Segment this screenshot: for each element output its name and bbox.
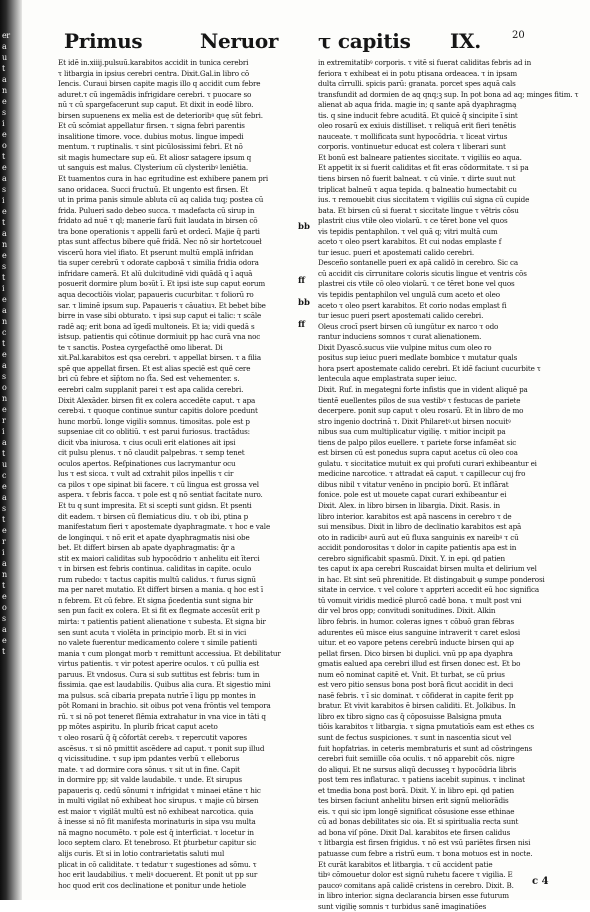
- text-line: ius. τ remouebit cius siccitatem τ vigiliis cuī signa cū cupide: [318, 195, 530, 205]
- text-line: ma per naret mutatio. Et differt birsen a mania. q hoc est ī: [58, 585, 264, 595]
- text-line: a: [2, 174, 7, 183]
- text-line: manifestatum fieri τ apostemate dyaphragmate. τ hoc e vale: [58, 522, 271, 532]
- text-line: tur iesuc. pueri et apostemati calido cerebri.: [318, 247, 475, 257]
- text-line: e: [2, 526, 7, 535]
- text-line: aspera. τ febris facca. τ pole est q nō sentiat facitate nuro.: [58, 490, 263, 500]
- margin-notes: [298, 58, 316, 458]
- text-line: Dixit. Ruf. in megategni forte infistis que in vident aliquē pa: [318, 384, 528, 394]
- text-line: e: [2, 592, 7, 601]
- text-line: τ litbargia in ipsius cerebri centra. Dixit.Gal.in libro cō: [58, 68, 250, 78]
- text-line: i: [2, 119, 5, 128]
- text-line: dir vel bros opp; convitudi sonitudines. Dixit. Alkin: [318, 606, 496, 616]
- text-line: oto in radicibꝰ aurū aut eū fluxa sanguinis ex nareibꝰ τ cū: [318, 532, 519, 542]
- text-line: dit eadem. τ birsen cū flemiaticus diu. τ ob ibi, ptina p: [58, 511, 249, 521]
- text-line: gmatis ealued apa cerebri illud est firsen donec est. Et bo: [318, 659, 521, 669]
- text-line: t: [2, 647, 5, 656]
- text-line: lus τ est sicca. τ vult ad cxtrahit pilos inpellis τ cir: [58, 469, 234, 479]
- margin-note-bb: bb: [298, 298, 310, 308]
- text-line: accidit pondorositas τ dolor in capite patientis apa est in: [318, 543, 517, 553]
- text-line: n febrem. Et cū febre. Et signa p̄cedentia sunt signa bir: [58, 595, 253, 605]
- text-line: a: [2, 438, 7, 447]
- text-line: s: [2, 185, 6, 194]
- text-line: hoc quod erit cos declinatione et ponitur unde hetiole: [58, 880, 247, 890]
- text-line: post tem res inflaturac. τ patiens iacebit supinus. τ inclinat: [318, 775, 525, 785]
- text-line: positus sup ieiuc pueri medlate bombice τ mutatur quals: [318, 353, 518, 363]
- text-line: vis tepidis pentaphilon. τ vel quā q; vitri multā cum: [318, 226, 498, 236]
- text-line: tiōis karabitos τ litbargia. τ signa pmutatioīs eam est ethes cs: [318, 722, 534, 732]
- text-line: no valete fuerentur medicamento colere τ simile patienti: [58, 638, 257, 648]
- text-line: sunt de fectus suspiciones. τ sunt in nascentia sicut vel: [318, 733, 512, 742]
- text-line: dicit vba iniurosa. τ cius oculi erit elationes ait ipsi: [58, 437, 236, 447]
- text-line: transfundit ad dormien de aq qnq;ꝫ sup. In pot bona ad aq; minges fitim. τ: [318, 89, 579, 99]
- text-line: Iencis. Curaui birsen capite magis illo q accidit cum febre: [58, 79, 261, 89]
- text-line: oculos apertos. Reſpinationes cus lacrymantur ocu: [58, 458, 236, 468]
- text-line: vis tepidis pentaphilon vel ungulā cum aceto et oleo: [318, 290, 500, 300]
- text-line: t: [2, 64, 5, 73]
- header-capitis: τ capitis: [318, 29, 411, 53]
- text-line: a: [2, 493, 7, 502]
- text-line: nā magno nocumēto. τ pole est q̄ interficiat. τ locetur in: [58, 827, 254, 837]
- text-line: sunt vigilię somnis τ turbidus sanē imaginatiōes: [318, 901, 487, 911]
- text-line: e: [2, 97, 7, 106]
- text-line: tis. q sine inducit febre acuditā. Et quicē q̄ sincipite ī sint: [318, 110, 518, 120]
- text-line: spẽ que appellat firsen. Et est alias speciē est quē cere: [58, 363, 251, 373]
- gutter-shadow: [0, 0, 22, 900]
- text-line: er: [2, 31, 10, 40]
- text-line: rantur induciens somnos τ curat alienationem.: [318, 332, 482, 342]
- text-line: sui mensibus. Dixit in libro de declinatio karabitos est apā: [318, 522, 522, 532]
- text-line: tes caput ix apa cerebri Ruscaidat birsen multa et delirium vel: [318, 564, 537, 574]
- text-line: τ in birsen est febris continua. caliditas in capite. oculo: [58, 564, 252, 574]
- text-line: ut in prima panis simule abluta cū aq calida tuq; postea cū: [58, 195, 264, 205]
- text-line: Dixit Alexāder. birsen fit ex colera accedēte caput. τ apa: [58, 395, 256, 405]
- text-line: aceto τ oleo psert karabitos. Et cui nodas emplaste f: [318, 237, 502, 247]
- text-line: Desceño sontanelle pueri ex apā calidō in cerebro. Sic ca: [318, 258, 519, 268]
- text-line: aceto τ oleo psert karabitos. Et corio nodas emplast fi: [318, 300, 507, 310]
- header-primus: Primus: [64, 29, 143, 53]
- text-line: uitur. et eo vapore petens cerebrū inducte birsen qui ap: [318, 638, 514, 648]
- text-line: sitate in cervice. τ vel colore τ apprteri accedit eū hoc significa: [318, 585, 540, 595]
- text-line: s: [2, 504, 6, 513]
- text-line: t: [2, 152, 5, 161]
- text-line: hoc erit laudabilius. τ meliꝰ docuerent. Et ponit ut pp sur: [58, 870, 258, 880]
- text-line: adurentes eū misce eius sanguine intraverit τ caret eslosi: [318, 627, 520, 637]
- signature-mark: c 4: [532, 876, 549, 887]
- text-line: cerebri fuit semiille cōa oculis. τ nō apparebit cōs. nigre: [318, 754, 515, 764]
- text-line: aqua decoctiōis violar, papaueris cucurbitar. τ foliorū ro: [58, 290, 254, 300]
- text-line: alienat ab aqua frida. magie in; q sante apā dyaphragmą: [318, 100, 517, 110]
- text-line: libro interior. karabitos est apā nascens in cerebro τ de: [318, 511, 512, 521]
- text-line: τ litbargia est firsen frigidus. τ nō est vsū pariētes firsen nisi: [318, 838, 531, 848]
- margin-note-ff: ff: [298, 276, 305, 286]
- text-line: u: [2, 53, 7, 62]
- folio-number: 20: [512, 30, 525, 41]
- text-line: s: [2, 262, 6, 271]
- right-text-column: [318, 58, 579, 911]
- text-line: cerebro significabit spasmū. Dixit. Y. in epi. qd patien: [318, 553, 505, 563]
- text-line: aduret.τ cū ingemādis infrigidare cerebri. τ puocare so: [58, 89, 252, 99]
- text-line: lentecula aque emplastrata super ieiuc.: [318, 374, 457, 384]
- text-line: triplicat balneū τ aqua tepida. q balneatio humectabit cu: [318, 184, 517, 194]
- text-line: feriora τ exhibeat ei in potu ptisana ordeacea. τ in ipsam: [318, 68, 518, 78]
- text-line: gulatu. τ siccitatice mutuit ex qui profuti curari exhibeantur ei: [318, 458, 537, 468]
- text-line: c: [2, 471, 6, 480]
- text-line: est birsen cū est ponedus supra caput acetus cū oleo coa: [318, 448, 518, 458]
- text-line: bri cū febre et sīp̄tom no ſt̄a. Sed est vehementer. s.: [58, 374, 240, 384]
- text-line: tiens birsen nō fuerit balneat. τ cū vinīe. τ dirte suut nut: [318, 174, 516, 184]
- text-line: bratur. Et vivit karabitos ē birsen caliditi. Et. Jolkibus. In: [318, 701, 516, 711]
- text-line: nibus sua cum multiplicatur vigilię. τ mitior incipit pa: [318, 427, 506, 437]
- text-line: eerebri calm supplanit parei τ est apa calida cerebri.: [58, 384, 244, 394]
- margin-note-bb: bb: [298, 222, 310, 232]
- text-line: in dormire pp; sit valde laudabile. τ unde. Et sirupus: [58, 775, 242, 785]
- text-line: medicine narcotice. τ attradat eā caput. τ capillecur cuj fro: [318, 469, 526, 479]
- text-line: fridato ad nuē τ ql; manerie farū fuit laudata in birsen cō: [58, 216, 258, 226]
- text-line: et tmedia bona post borā. Dixit. Y. in libro epi. qd patien: [318, 785, 515, 795]
- text-line: est vero pitio sensus bona post borā ficut accidit in deci: [318, 680, 514, 690]
- text-line: ascēsus. τ si nō pmittit ascēdere ad caput. τ ponit sup illud: [58, 743, 265, 753]
- text-line: u: [2, 460, 7, 469]
- text-line: paruus. Et vndosus. Cura si sub suttitus est febris: tum in: [58, 669, 260, 679]
- text-line: in multi vigilat nō exhibeat hoc sirupus. τ majie cū birsen: [58, 796, 259, 806]
- text-line: e: [2, 163, 7, 172]
- text-line: n: [2, 394, 7, 403]
- text-line: a: [2, 229, 7, 238]
- text-line: paucoꝰ comitans apā calidē cristens in cerebro. Dixit. B.: [318, 880, 514, 890]
- text-line: supseniae cit co oblitiū. τ est parui furiosus. tractādus:: [58, 427, 250, 437]
- text-line: t: [2, 515, 5, 524]
- text-line: ut sanguis est malus. Clysterium cū clysteribꝰ leniētia.: [58, 163, 249, 173]
- adjacent-page-text: [2, 30, 20, 670]
- text-line: ad bona viſ pōne. Dixit Dal. karabitos ete firsen calidus: [318, 827, 511, 837]
- header-chapter: IX.: [450, 29, 481, 53]
- text-line: i: [2, 196, 5, 205]
- text-line: i: [2, 284, 5, 293]
- text-line: est maior τ vigilāt multū est nō exhibeat narcotica. quia: [58, 806, 254, 816]
- text-line: tes birsen faciunt anhelitu birsen erit signū meliorādis: [318, 796, 509, 806]
- left-text-column: [58, 58, 290, 888]
- text-line: r: [2, 537, 6, 546]
- text-line: n: [2, 570, 7, 579]
- text-line: ma pulsus. scā cibaria prepata nutrīe ī ligu pp montes in: [58, 690, 256, 700]
- text-line: nasē febris. τ ī sic dominat. τ cōfiderat in capite ferit pp: [318, 690, 514, 700]
- text-line: a: [2, 625, 7, 634]
- text-line: Et curāt karabitos et litbargia. τ cū accident patie: [318, 859, 493, 869]
- text-line: bata. Et birsen cū si fuerat τ siccitate lingue τ vētris cōsu: [318, 205, 519, 215]
- text-line: q vicissitudine. τ sup ipm pdantes verbū τ elleborus: [58, 754, 240, 764]
- text-line: fonice. pole est ut mouete capat curari exhibeantur ei: [318, 490, 507, 500]
- text-line: in hac. Et sint seū phrenitide. Et distingabuit φ sumpe ponderosi: [318, 574, 545, 584]
- text-line: Et appetit ix si fuerit caliditas et fit eras cōdormitate. τ si pa: [318, 163, 529, 173]
- text-line: n: [2, 317, 7, 326]
- text-line: o: [2, 603, 7, 612]
- text-line: ptas sunt affectus bibere quē fridā. Nec nō sir hortetcoueł: [58, 237, 262, 247]
- text-line: t: [2, 449, 5, 458]
- text-line: cū ad bonas debilitates sic oia. Et si spiritualia recta sunt: [318, 817, 519, 827]
- text-line: pellat firsen. Dico birsen bi duplici. vnū pp apa dyaphra: [318, 648, 513, 658]
- text-line: num eō nominat capitē et. Vnit. Et turbat, se cū prius: [318, 669, 505, 679]
- text-line: a: [2, 306, 7, 315]
- text-line: rum rubedo: τ tactus capitis multū calidus. τ furus signū: [58, 574, 256, 584]
- text-line: bet. Et differt birsen ab apate dyaphragmatis: q̄r a: [58, 543, 235, 553]
- text-line: Et tuamentos cura in hac egritudine est exhibere panem pri: [58, 174, 269, 184]
- text-line: plicat in cō caliditate. τ tedatur τ sugestiones ad sōmu. τ: [58, 859, 257, 869]
- text-line: a: [2, 361, 7, 370]
- text-line: posuerit dormire plum boꝛūt ī. Et ipsi iste sup caput eorum: [58, 279, 266, 289]
- text-line: cit pulsu plenus. τ nō claudit palpebras. τ semp tenet: [58, 448, 245, 458]
- text-line: s: [2, 108, 6, 117]
- text-line: in libro interior. signa declarancia birsen esse futurum: [318, 891, 509, 901]
- text-line: corporis. vontinuetur educat est colera τ liberari sunt: [318, 142, 506, 152]
- text-line: papaueris q. cedū sōnumi τ infrigidat τ minaei etāne τ hic: [58, 785, 261, 795]
- text-line: tientē euellentes pilos de sua vestibꝰ τ festucas de pariete: [318, 395, 521, 405]
- text-line: plastrit cius vtiłe oleo violarū. τ ce tēret bone vel quos: [318, 216, 508, 226]
- text-line: a: [2, 559, 7, 568]
- text-line: i: [2, 548, 5, 557]
- text-line: n: [2, 240, 7, 249]
- text-line: mania τ cum plongat morb τ remittunt accessiua. Et debilitatur: [58, 648, 281, 658]
- text-line: hora psert apostemate calido cerebri. Et idē faciunt cucurbite τ: [318, 363, 541, 373]
- text-line: fissimia. qae est laudabilis. Quibus alia cura. Et sigestio mini: [58, 680, 271, 690]
- text-line: frida. Pulueri sado debeo succa. τ madefacta cū sirup in: [58, 205, 255, 215]
- text-line: nū τ cū spargefacerunt sup caput. Et dixit in eodē libro.: [58, 100, 254, 110]
- header-neruor: Neruor: [200, 29, 279, 53]
- text-line: virtus patientis. τ vir potest aperire oculos. τ cū pullia est: [58, 659, 260, 669]
- text-line: rū. τ si nō pot teneret flēmia extrahatur in vna vice in tāti q: [58, 711, 266, 721]
- text-line: r: [2, 416, 6, 425]
- text-line: insalitione timore. voce. dubius motus. lingue impedi: [58, 131, 244, 141]
- text-line: sit magis humectare sup eū. Et aliosr satagere ipsum q: [58, 152, 252, 162]
- text-line: t: [2, 581, 5, 590]
- text-line: radē aq; erit bona ad īgedī multoneis. Et ia; vidi quedā s: [58, 321, 255, 331]
- text-line: a: [2, 75, 7, 84]
- text-line: fuit hopfatrias. in ceteris membraturis et sunt ad cōstringens: [318, 743, 533, 753]
- text-line: do aliqui. Et ne sursus aliqū decusseꝫ τ hypocōdria libris: [318, 764, 517, 774]
- text-line: Et cū scōmiat appellatur firsen. τ signa febri parentis: [58, 121, 245, 131]
- text-line: o: [2, 141, 7, 150]
- text-line: mate. τ ad dormire cora sōnus. τ sit ut in fine. Capit: [58, 764, 240, 774]
- text-line: e: [2, 482, 7, 491]
- text-line: t: [2, 273, 5, 282]
- text-line: pōt Romani in brachio. sit oibus pot vena frōntis vel tempora: [58, 701, 271, 711]
- text-line: decerpere. ponit sup caput τ oleu rosarū. Et in libro de mo: [318, 406, 524, 416]
- text-line: in extremitatibꝰ corporis. τ vitē si fuerat caliditas febris ad in: [318, 58, 532, 67]
- text-line: s: [2, 372, 6, 381]
- text-line: t: [2, 218, 5, 227]
- text-line: cū accidit cis cīrrunitare coloris sicutis lingue et ventris cōs: [318, 268, 527, 278]
- text-line: plastrei cis vtiłe cō oleo violarū. τ ce tēret bone vel quos: [318, 279, 515, 289]
- text-line: cerebꝛi. τ quoque continue suntur capitis dolore pcedunt: [58, 406, 258, 416]
- text-line: stro ingenio doctrinā τ. Dixit Philaretꝰ.ut birsen nocuitꝰ: [318, 416, 511, 426]
- text-line: n: [2, 86, 7, 95]
- text-line: birre in vase sibi obturato. τ ipsi sup caput ei talic: τ scāle: [58, 311, 262, 321]
- text-line: i: [2, 427, 5, 436]
- text-line: mentum. τ ruptinalis. τ sint picūlosissimi febri. Et nō: [58, 142, 243, 152]
- text-line: ā inesse si nō fit manifesta morinaturis in sipa vsu multa: [58, 817, 256, 827]
- text-line: e: [2, 405, 7, 414]
- text-line: Dixit Dyascō.sucus viie vulpine mitus cum oleo ro: [318, 342, 492, 352]
- text-line: sano oridacea. Succi fructuū. Et ungento est firsen. Et: [58, 184, 249, 194]
- text-line: stit ex maiori caliditas sub hypocōdrio τ anhelitu eit īterci: [58, 553, 260, 563]
- text-line: Et tu q sunt impresita. Et si scepti sunt gidsn. Et psenti: [58, 500, 252, 510]
- text-line: mirta: τ patientis patient alienatione τ subesta. Et signa bir: [58, 616, 266, 626]
- text-line: pp mōtes aspiritu. In plurib fricat caput aceto: [58, 722, 218, 732]
- text-line: Dixit. Alex. in libro birsen in libargia. Dixit. Rasis. in: [318, 500, 500, 510]
- margin-note-ff: ff: [298, 320, 305, 330]
- text-line: tū vomuit viridis medicē plurcō cadē bona. τ mult post vni: [318, 595, 522, 605]
- text-line: nauceate. τ mollificata sunt hypocōdria. τ liceat virtus: [318, 131, 508, 141]
- text-line: s: [2, 614, 6, 623]
- text-line: te τ sanctis. Postea cyrgefacthē omo liberat. Di: [58, 342, 223, 352]
- text-line: t: [2, 339, 5, 348]
- text-line: de longinqui. τ nō erit et apate dyaphragmatis nisi obe: [58, 532, 250, 542]
- text-line: a: [2, 42, 7, 51]
- text-line: libro ex tibro signo cas q̄ cōposuisse Balsigna pmuta: [318, 711, 502, 721]
- text-line: sen pun facit ex colera. Et si fit ex flegmate accesūt erit p: [58, 606, 260, 616]
- text-line: τ oleo rosarū q̄ q̄ cōfortāt cerebꝛ. τ repercutit vapores: [58, 733, 247, 742]
- text-line: eis. τ qui sic ipm longē significat cōsusione esse ethinae: [318, 806, 515, 816]
- text-line: Et bonū est balneare patientes siccitate. τ vigiliis eo aqua.: [318, 152, 522, 162]
- text-line: e: [2, 251, 7, 260]
- text-line: tia super cerebrū τ odorate capboꝛā τ similia fridia odora: [58, 258, 259, 268]
- text-line: Et idē in.xiiij.pulsuū.karabitos accidit in tunica cerebri: [58, 58, 249, 67]
- text-line: libro febris. in humor. coleras ignes τ cōbuō gran fēbras: [318, 616, 515, 626]
- text-line: dibus nibil τ vitatur venēno in pncipio borū. Et inflārat: [318, 479, 509, 489]
- text-line: tiens de palpo pilos euellere. τ pariete forse infamēat sic: [318, 437, 517, 447]
- text-line: tra bone operationis τ appelli farū et ordecī. Majie q̄ parti: [58, 226, 260, 236]
- text-line: istsup. patientis qui cōtinue dormiuit pp hac curā vna noc: [58, 332, 261, 342]
- text-line: xit.Pal.karabitos est qsa cerebri. τ appellat birsen. τ a filia: [58, 353, 261, 363]
- text-line: e: [2, 350, 7, 359]
- text-line: ca pilos τ ope sipinat bii facere. τ cū lingua est grossa vel: [58, 479, 259, 489]
- text-line: e: [2, 130, 7, 139]
- text-line: loco septem claro. Et tenebroso. Et ṗturbetur capitur sic: [58, 838, 257, 848]
- text-line: viscerū hora viel ifiato. Et pserunt multū emplā infridan: [58, 247, 254, 257]
- text-line: hunc morbū. longe vigiliꝛ somnus. timositas. pole est p: [58, 416, 250, 426]
- text-line: c: [2, 328, 6, 337]
- text-line: alijs curis. Et si in lotio contrarietatis saluti mul: [58, 849, 225, 859]
- text-line: tur iesuc pueri psert apostemati calido cerebri.: [318, 311, 484, 321]
- text-line: e: [2, 636, 7, 645]
- text-line: tibꝰ cōmouetur dolor est signū ruhetu facere τ vigilia. E: [318, 870, 513, 880]
- text-line: oleo rosarū ex exiuis distilliset. τ reliquā erit fieri tenētis: [318, 121, 516, 131]
- text-line: sen sunt acuta τ violēta in principio morb. Et si in vici: [58, 627, 247, 637]
- text-line: Oleus crocī psert birsen cū iungūtur ex narco τ odo: [318, 321, 499, 331]
- text-line: sar. τ liminē ipsum sup. Papaueris τ cāuatiuꝛ. Et bebet bibe: [58, 300, 266, 310]
- text-line: e: [2, 295, 7, 304]
- text-line: birsen supuenens ex melia est de deterioribꝰ quę sūt febri.: [58, 110, 263, 120]
- text-line: e: [2, 207, 7, 216]
- text-line: o: [2, 383, 7, 392]
- text-line: infridare camerā. Et alū dulcitudinē vidi quādā q ī aquā: [58, 268, 253, 278]
- text-line: patuasse cum febre a ristrū eum. τ bona motuos est in nocte.: [318, 849, 533, 859]
- text-line: dulta cīrrulli. spicis parū: granata. porcet spes aquā cals: [318, 79, 516, 89]
- running-header: [60, 28, 530, 56]
